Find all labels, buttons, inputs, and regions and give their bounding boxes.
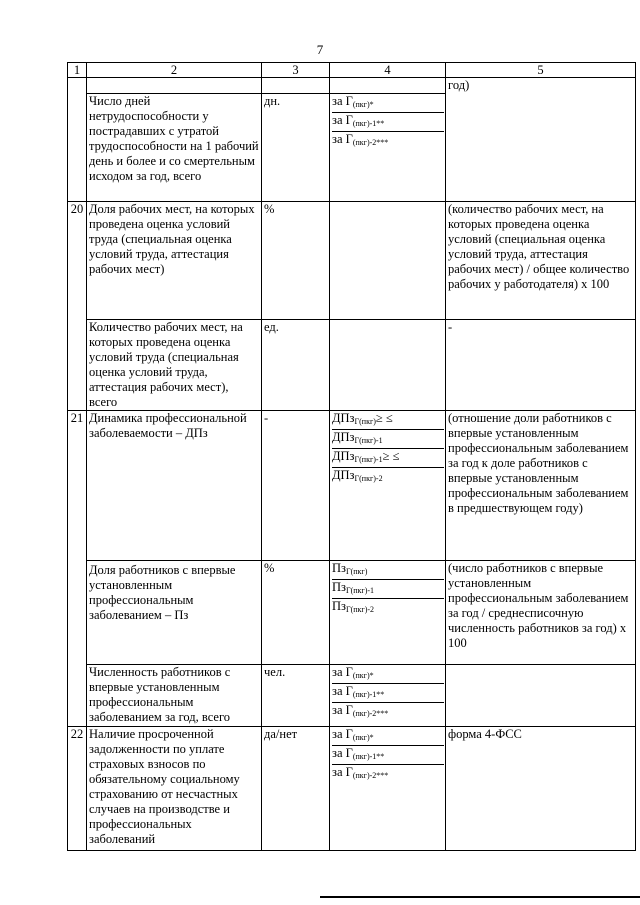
unit-cell: % [262, 561, 330, 665]
period-cell: ДПз$_{Г(пкг)}$≥ ≤ ДПз$_{Г(пкг)-1}$ ДПз$_{Г(пкг)-1}$≥ ≤ ДПз$_{Г(пкг)-2}$ [330, 411, 446, 561]
unit-cell: % [262, 202, 330, 320]
unit-cell: чел. [262, 665, 330, 727]
cell-empty [262, 78, 330, 94]
table-row [68, 561, 636, 665]
formula-cell: (отношение доли работников с впервые установленным профессиональным заболеванием за год к доле работников с впервые установленным профессиональным заболеванием в предшествующем году) [446, 411, 636, 561]
table-row [68, 320, 636, 411]
unit-cell: дн. [262, 94, 330, 202]
formula-cell: (число работников с впервые установленным профессиональным заболеванием за год / среднесписочную численность работников за год) х 100 [446, 561, 636, 665]
header-col-2: 2 [87, 63, 262, 78]
indicator-name: Доля работников с впервые установленным профессиональным заболеванием – Пз [87, 561, 262, 665]
table-row [68, 665, 636, 727]
header-row [68, 63, 636, 78]
period-cell [330, 202, 446, 320]
period-cell: за $Г_{(пкг)*}$ за $Г_{(пкг)-1**}$ за $Г_{(пкг)-2***}$ [330, 665, 446, 727]
cell-empty [87, 78, 262, 94]
formula-cell: год) [446, 78, 636, 202]
row-number: 22 [68, 727, 87, 851]
header-col-5: 5 [446, 63, 636, 78]
table-row [68, 411, 636, 561]
unit-cell: да/нет [262, 727, 330, 851]
table-row [68, 78, 636, 94]
indicator-name: Доля рабочих мест, на которых проведена оценка условий труда (специальная оценка условий труда, аттестация рабочих мест) [87, 202, 262, 320]
table-row [68, 202, 636, 320]
page-number: 7 [316, 42, 324, 57]
table-row [68, 727, 636, 851]
formula-cell: - [446, 320, 636, 411]
indicators-table [67, 62, 636, 851]
row-number: 21 [68, 411, 87, 727]
cell-empty [330, 78, 446, 94]
header-col-1: 1 [68, 63, 87, 78]
indicator-name: Количество рабочих мест, на которых проведена оценка условий труда (специальная оценка условий труда, аттестация рабочих мест), всего [87, 320, 262, 411]
period-cell: $Пз_{Г(пкг)}$ $Пз_{Г(пкг)-1}$ $Пз_{Г(пкг)-2}$ [330, 561, 446, 665]
formula-cell: (количество рабочих мест, на которых проведена оценка условий (специальная оценка условий труда, аттестация рабочих мест) / общее количество рабочих у работодателя) х 100 [446, 202, 636, 320]
indicator-name: Численность работников с впервые установленным профессиональным заболеванием за год, всего [87, 665, 262, 727]
header-col-3: 3 [262, 63, 330, 78]
period-cell: за $Г_{(пкг)*}$ за $Г_{(пкг)-1**}$ за $Г_{(пкг)-2***}$ [330, 94, 446, 202]
formula-cell [446, 665, 636, 727]
period-cell [330, 320, 446, 411]
row-number: 20 [68, 202, 87, 411]
indicator-name: Наличие просроченной задолженности по уплате страховых взносов по обязательному социальному страхованию от несчастных случаев на производстве и профессиональных заболеваний [87, 727, 262, 851]
row-number [68, 78, 87, 202]
unit-cell: - [262, 411, 330, 561]
indicator-name: Динамика профессиональной заболеваемости – ДПз [87, 411, 262, 561]
indicator-name: Число дней нетрудоспособности у пострадавших с утратой трудоспособности на 1 рабочий день и более и со смертельным исходом за год, всего [87, 94, 262, 202]
unit-cell: ед. [262, 320, 330, 411]
period-cell: за $Г_{(пкг)*}$ за $Г_{(пкг)-1**}$ за $Г_{(пкг)-2***}$ [330, 727, 446, 851]
page-edge-rule [320, 896, 640, 898]
formula-cell: форма 4-ФСС [446, 727, 636, 851]
header-col-4: 4 [330, 63, 446, 78]
